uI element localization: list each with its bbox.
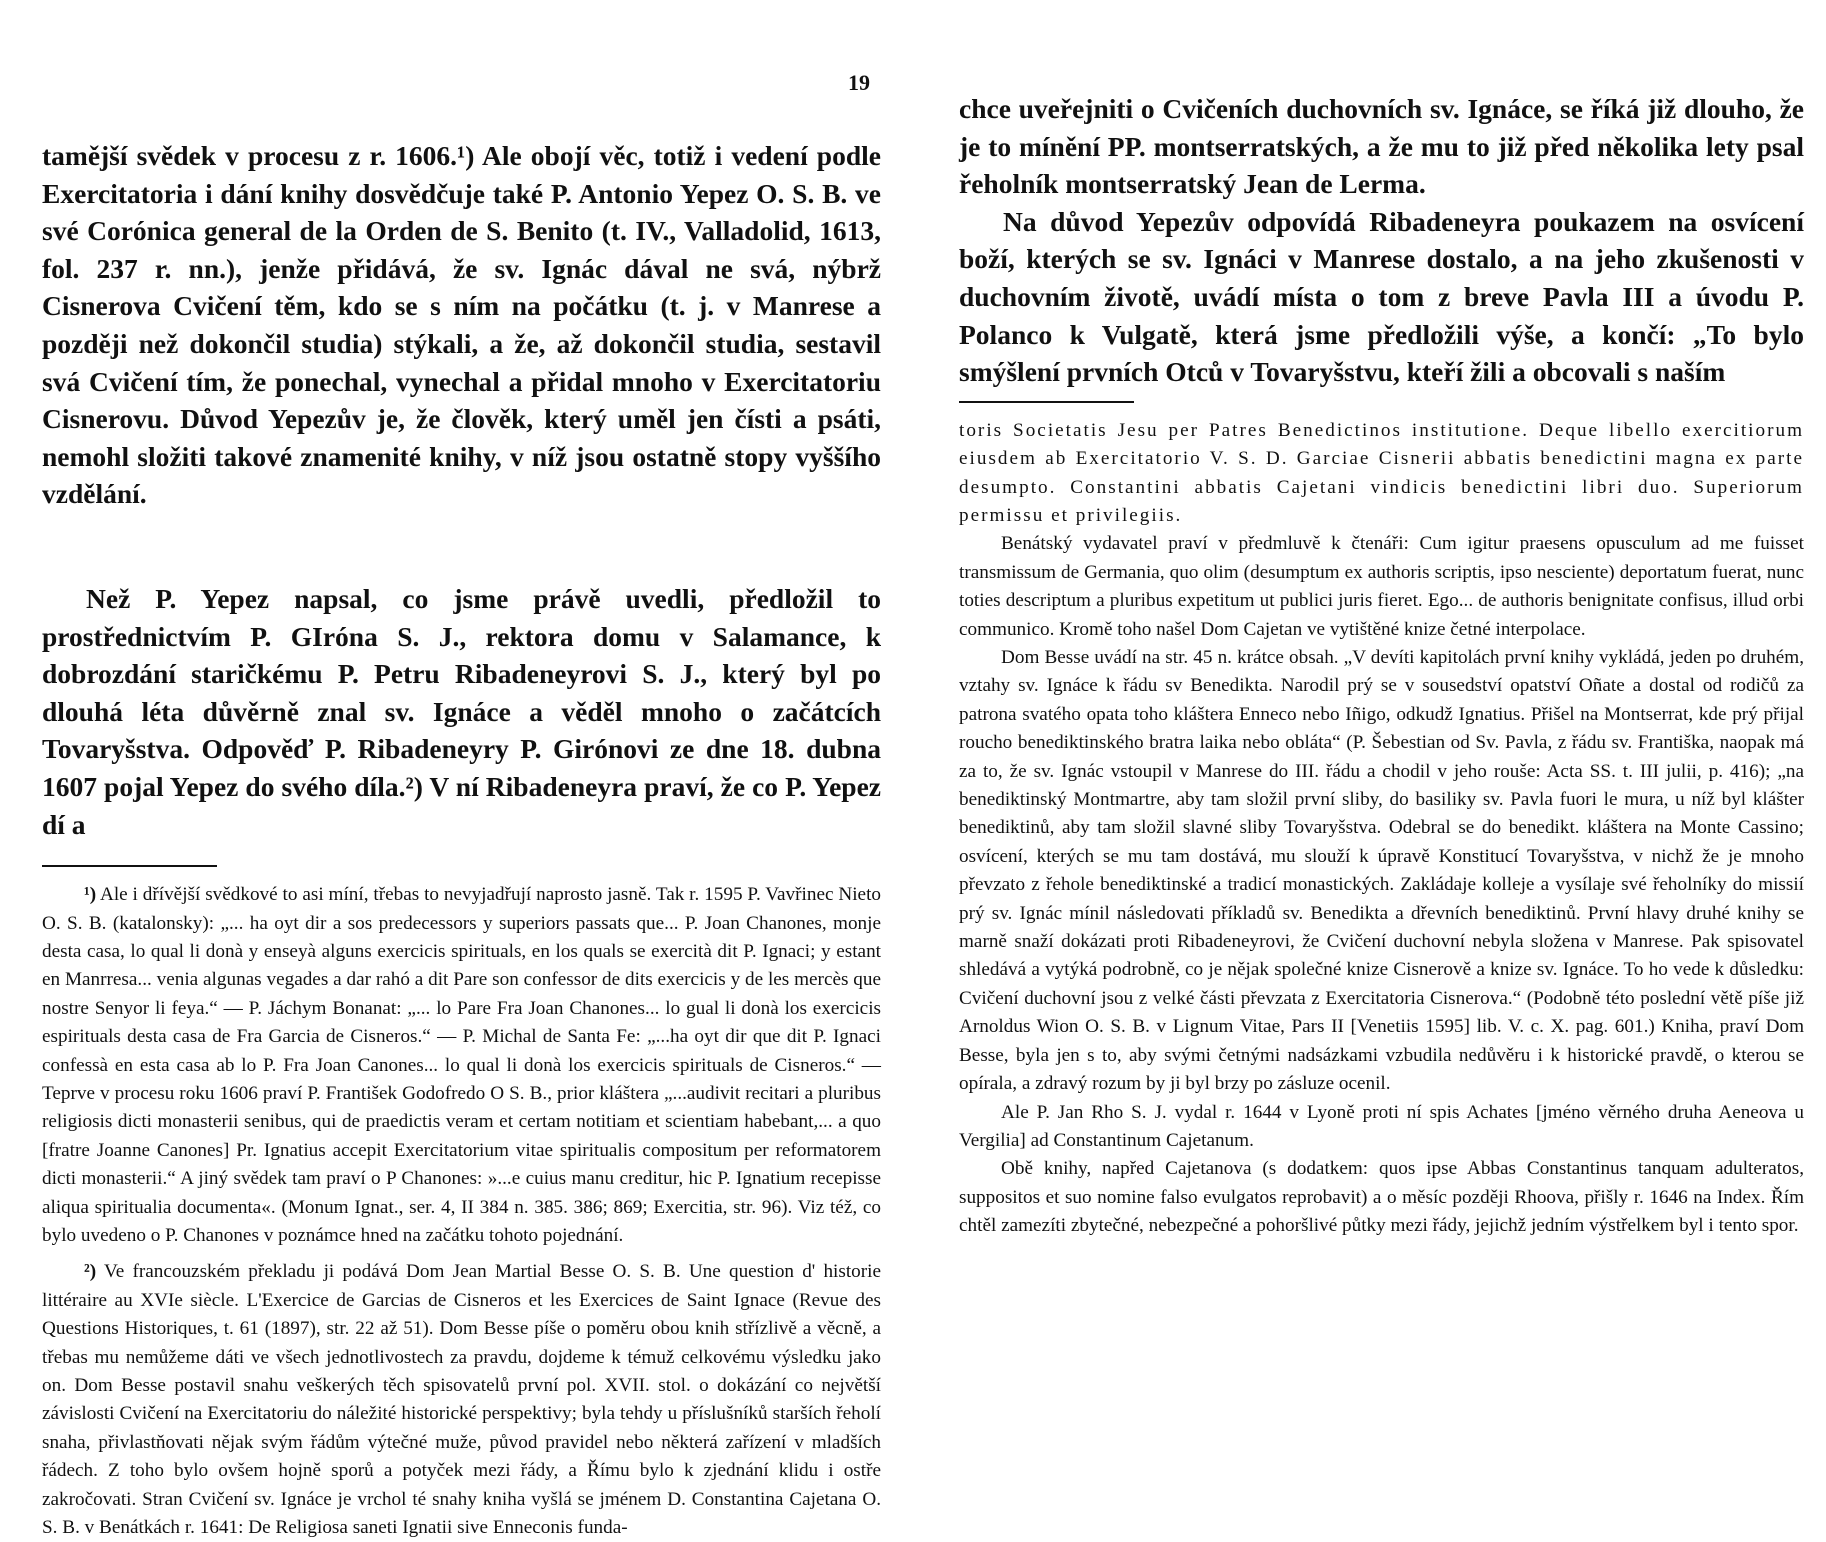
footnote-paragraph-2: Dom Besse uvádí na str. 45 n. krátce obsah. „V devíti kapitolách první knihy vykládá, jeden po druhém, vztahy sv. Ignáce k řádu sv Benedikta. Narodil prý se v sousedství opatství Oñate a dostal od rodičů za patrona svatého opata toho kláštera Enneco nebo Iñigo, odkudž Ignatius. Přišel na Montserrat, kde prý přijal roucho benediktinského bratra laika nebo oblátа“ (P. Šebestian od Sv. Pavla, z řádu sv. Františka, naopak má za to, že sv. Ignác vstoupil v Manrese do III. řádu a chodil v jeho rouše: Acta SS. t. III julii, p. 416); „na benediktinský Montmartre, aby tam složil první sliby, do basiliky sv. Pavla fuori le mura, u níž byl klášter benediktinů, aby tam složil slavné sliby Tovaryšstva. Odebral se do benedikt. kláštera na Monte Cassino; osvícení, kterých se mu tam dostává, mu slouží k úpravě Konstitucí Tovaryšstva, v nichž že je mnoho převzato z řehole benediktinské a tradicí monastických. Zakládaje kolleje a vysílaje své řeholníky do missií prý sv. Ignác mínil následovati příkladů sv. Benedikta a dřevních benediktinů. První hlavy druhé knihy se marně snaží dokázati proti Ribadeneyrovi, že Cvičení duchovní nebyla složena v Manrese. Pak spisovatel shledává a vytýká podrobně, co je nějak společné knize Cisnerově a knize sv. Ignáce. To ho vede k důsledku: Cvičení duchovní jsou z velké části převzata z Exercitatoria Cisnerova.“ (Podobně této poslední větě píše již Arnoldus Wion O. S. B. v Lignum Vitae, Pars II [Venetiis 1595] lib. V. c. X. pag. 601.) Kniha, praví Dom Besse, byla jen s to, aby svými četnými nadsázkami vzbudila nedůvěru i k historické pravdě, o kterou se opírala, a zdravý rozum by ji byl brzy po zásluze ocenil. xyxy=(959,647,1804,1095)
footnote-2 xyxy=(42,1258,881,1542)
footnote-2-text: Ve francouzském překladu ji podává Dom Jean Martial Besse O. S. B. Une question d' historie littéraire au XVIe siècle. L'Exercice de Garcias de Cisneros et les Exercices de Saint Ignace (Revue des Questions Historiques, t. 61 (1897), str. 22 až 51). Dom Besse píše o poměru obou knih střízlivě a věcně, a třebas mu nemůžeme dáti ve všech jednotlivostech za pravdu, dojdeme k témuž celkovému výsledku jako on. Dom Besse postavil snahu veškerých těch spisovatelů první pol. XVII. stol. o dokázání co největší závislosti Cvičení na Exercitatoriu do náležité historické perspektivy; byla tehdy u příslušníků starších řeholí snaha, přivlastňovati nějak svým řádům výtečné muže, původ pravidel nebo některá zařízení v mladších řádech. Z toho bylo ovšem hojně sporů a potyček mezi řády, a Římu bylo k zjednání klidu i ostře zakročovati. Stran Cvičení sv. Ignáce je vrchol té snahy kniha vyšlá se jménem D. Constantina Cajetana O. S. B. v Benátkách r. 1641: De Religiosa saneti Ignatii sive Enneconis funda- xyxy=(42,1261,882,1539)
left-body-paragraph-1: tamější svědek v procesu z r. 1606.¹) Ale obojí věc, totiž i vedení podle Exercitatoria i dání knihy dosvědčuje také P. Antonio Yepez O. S. B. ve své Corónica general de la Orden de S. Benito (t. IV., Valladolid, 1613, fol. 237 r. nn.), jenže přidává, že sv. Ignác dával ne svá, nýbrž Cisnerova Cvičení těm, kdo se s ním na počátku (t. j. v Manrese a později než dokončil studia) stýkali, a že, až dokončil studia, sestavil svá Cvičení tím, že ponechal, vynechal a přidal mnoho v Exercitatoriu Cisnerovu. Důvod Yepezův je, že člověk, který uměl jen čísti a psáti, nemohl složiti takové znamenité knihy, v níž jsou ostatně stopy vyššího vzdělání. xyxy=(42,140,881,510)
footnote-1 xyxy=(42,881,881,1250)
left-body-paragraph-2: Než P. Yepez napsal, co jsme právě uvedli, předložil to prostřednictvím P. GIróna S. J., rektora domu v Salamance, k dobrozdání staričkému P. Petru Ribadeneyrovi S. J., který byl po dlouhá léta důvěrně znal sv. Ignáce a věděl mnoho o začátcích Tovaryšstva. Odpověď P. Ribadeneyry P. Girónovi ze dne 18. dubna 1607 pojal Yepez do svého díla.²) V ní Ribadeneyra praví, že co P. Yepez dí a xyxy=(42,582,881,840)
footnote-separator xyxy=(42,865,217,867)
left-page xyxy=(0,0,913,1539)
footnote-continuation: toris Societatis Jesu per Patres Benedictinos institutione. Deque libello exercitiorum eiusdem ab Exercitatorio V. S. D. Garciae Cisnerii abbatis benedictini magna ex parte desumpto. Constantini abbatis Cajetani vindicis benedictini libri duo. Superiorum permissu et privilegiis. xyxy=(959,419,1804,526)
right-body-paragraph-2: Na důvod Yepezův odpovídá Ribadeneyra poukazem na osvícení boží, kterých se sv. Ignáci v Manrese dostalo, a na jeho zkušenosti v duchovním životě, uvádí místa o tom z breve Pavla III a úvodu P. Polanco k Vulgatě, která jsme předložili výše, a končí: „To bylo smýšlení prvních Otců v Tovaryšstvu, kteří žili a obcovali s naším xyxy=(959,205,1804,388)
footnote-1-text: Ale i dřívější svědkové to asi míní, třebas to nevyjadřují naprosto jasně. Tak r. 1595 P. Vavřinec Nieto O. S. B. (katalonsky): „... ha oyt dir a sos predecessors y superiors passats que... P. Joan Chanones, monje desta casa, lo qual li donà y enseyà alguns exercicis spirituals, en los quals se exercità dit P. Ignaci; y estant en Manrresa... venia algunas vegades a dar rahó a dit Pare son confessor de dits exercicis y de les mercès que nostre Senyor li feya.“ — P. Jáchym Bonanat: „... lo Pare Fra Joan Chanones... lo gual li donà los exercicis espirituals desta casa de Fra Garcia de Cisneros.“ — P. Michal de Santa Fe: „...ha oyt dir que dit P. Ignaci confessà en esta casa ab lo P. Fra Joan Canones... lo qual li donà los exercicis spirituals de Cisneros.“ — Teprve v procesu roku 1606 praví P. František Godofredo O S. B., prior kláštera „...audivit recitari a pluribus religiosis dicti monasterii senibus, qui de praedictis veram et certam notitiam et scientiam habebant,... a quo [fratre Joanne Canones] Pr. Ignatius accepit Exercitatorium vitae spiritualis compositum per reformatorem dicti monasterii.“ A jiný svědek tam praví o P Chanones: »...e cuius manu creditur, hic P. Ignatium recepisse aliqua spiritualia documenta«. (Monum Ignat., ser. 4, II 384 n. 385. 386; 869; Exercitia, str. 96). Viz též, co bylo uvedeno o P. Chanones v poznámce hned na začátku tohoto pojednání. xyxy=(42,884,881,1246)
footnote-2-mark: ²) xyxy=(84,1261,97,1283)
right-body-paragraph-1: chce uveřejniti o Cvičeních duchovních sv. Ignáce, se říká již dlouho, že je to mínění PP. montserratských, a že mu to již před několika lety psal řeholník montserratský Jean de Lerma. xyxy=(959,93,1804,200)
right-page xyxy=(913,0,1826,1500)
footnote-separator xyxy=(959,401,1134,403)
page-number: 19 xyxy=(848,70,870,95)
footnote-paragraph-1: Benátský vydavatel praví v předmluvě k čtenáři: Cum igitur praesens opusculum ad me fuisset transmissum de Germania, quo olim (desumptum ex authoris scriptis, ipso nesciente) deportatum fuerat, nunc toties descriptum a pluribus expetitum ut publici juris fieret. Ego... de authoris benignitate confisus, illud orbi communico. Kromě toho našel Dom Cajetan ve vytištěné knize četné interpolace. xyxy=(959,533,1804,640)
footnote-paragraph-4: Obě knihy, napřed Cajetanova (s dodatkem: quos ipse Abbas Constantinus tanquam adulteratos, suppositos et suo nomine falso evulgatos reprobavit) a o měsíc později Rhoova, přišly r. 1646 na Index. Řím chtěl zamezíti zbytečné, nebezpečné a pohoršlivé půtky mezi řády, jejichž jedním výstřelkem byl i tento spor. xyxy=(959,1158,1804,1237)
footnote-1-mark: ¹) xyxy=(84,884,97,906)
footnote-paragraph-3: Ale P. Jan Rho S. J. vydal r. 1644 v Lyoně proti ní spis Achates [jméno věrného druha Aeneova u Vergilia] ad Constantinum Cajetanum. xyxy=(959,1101,1804,1151)
